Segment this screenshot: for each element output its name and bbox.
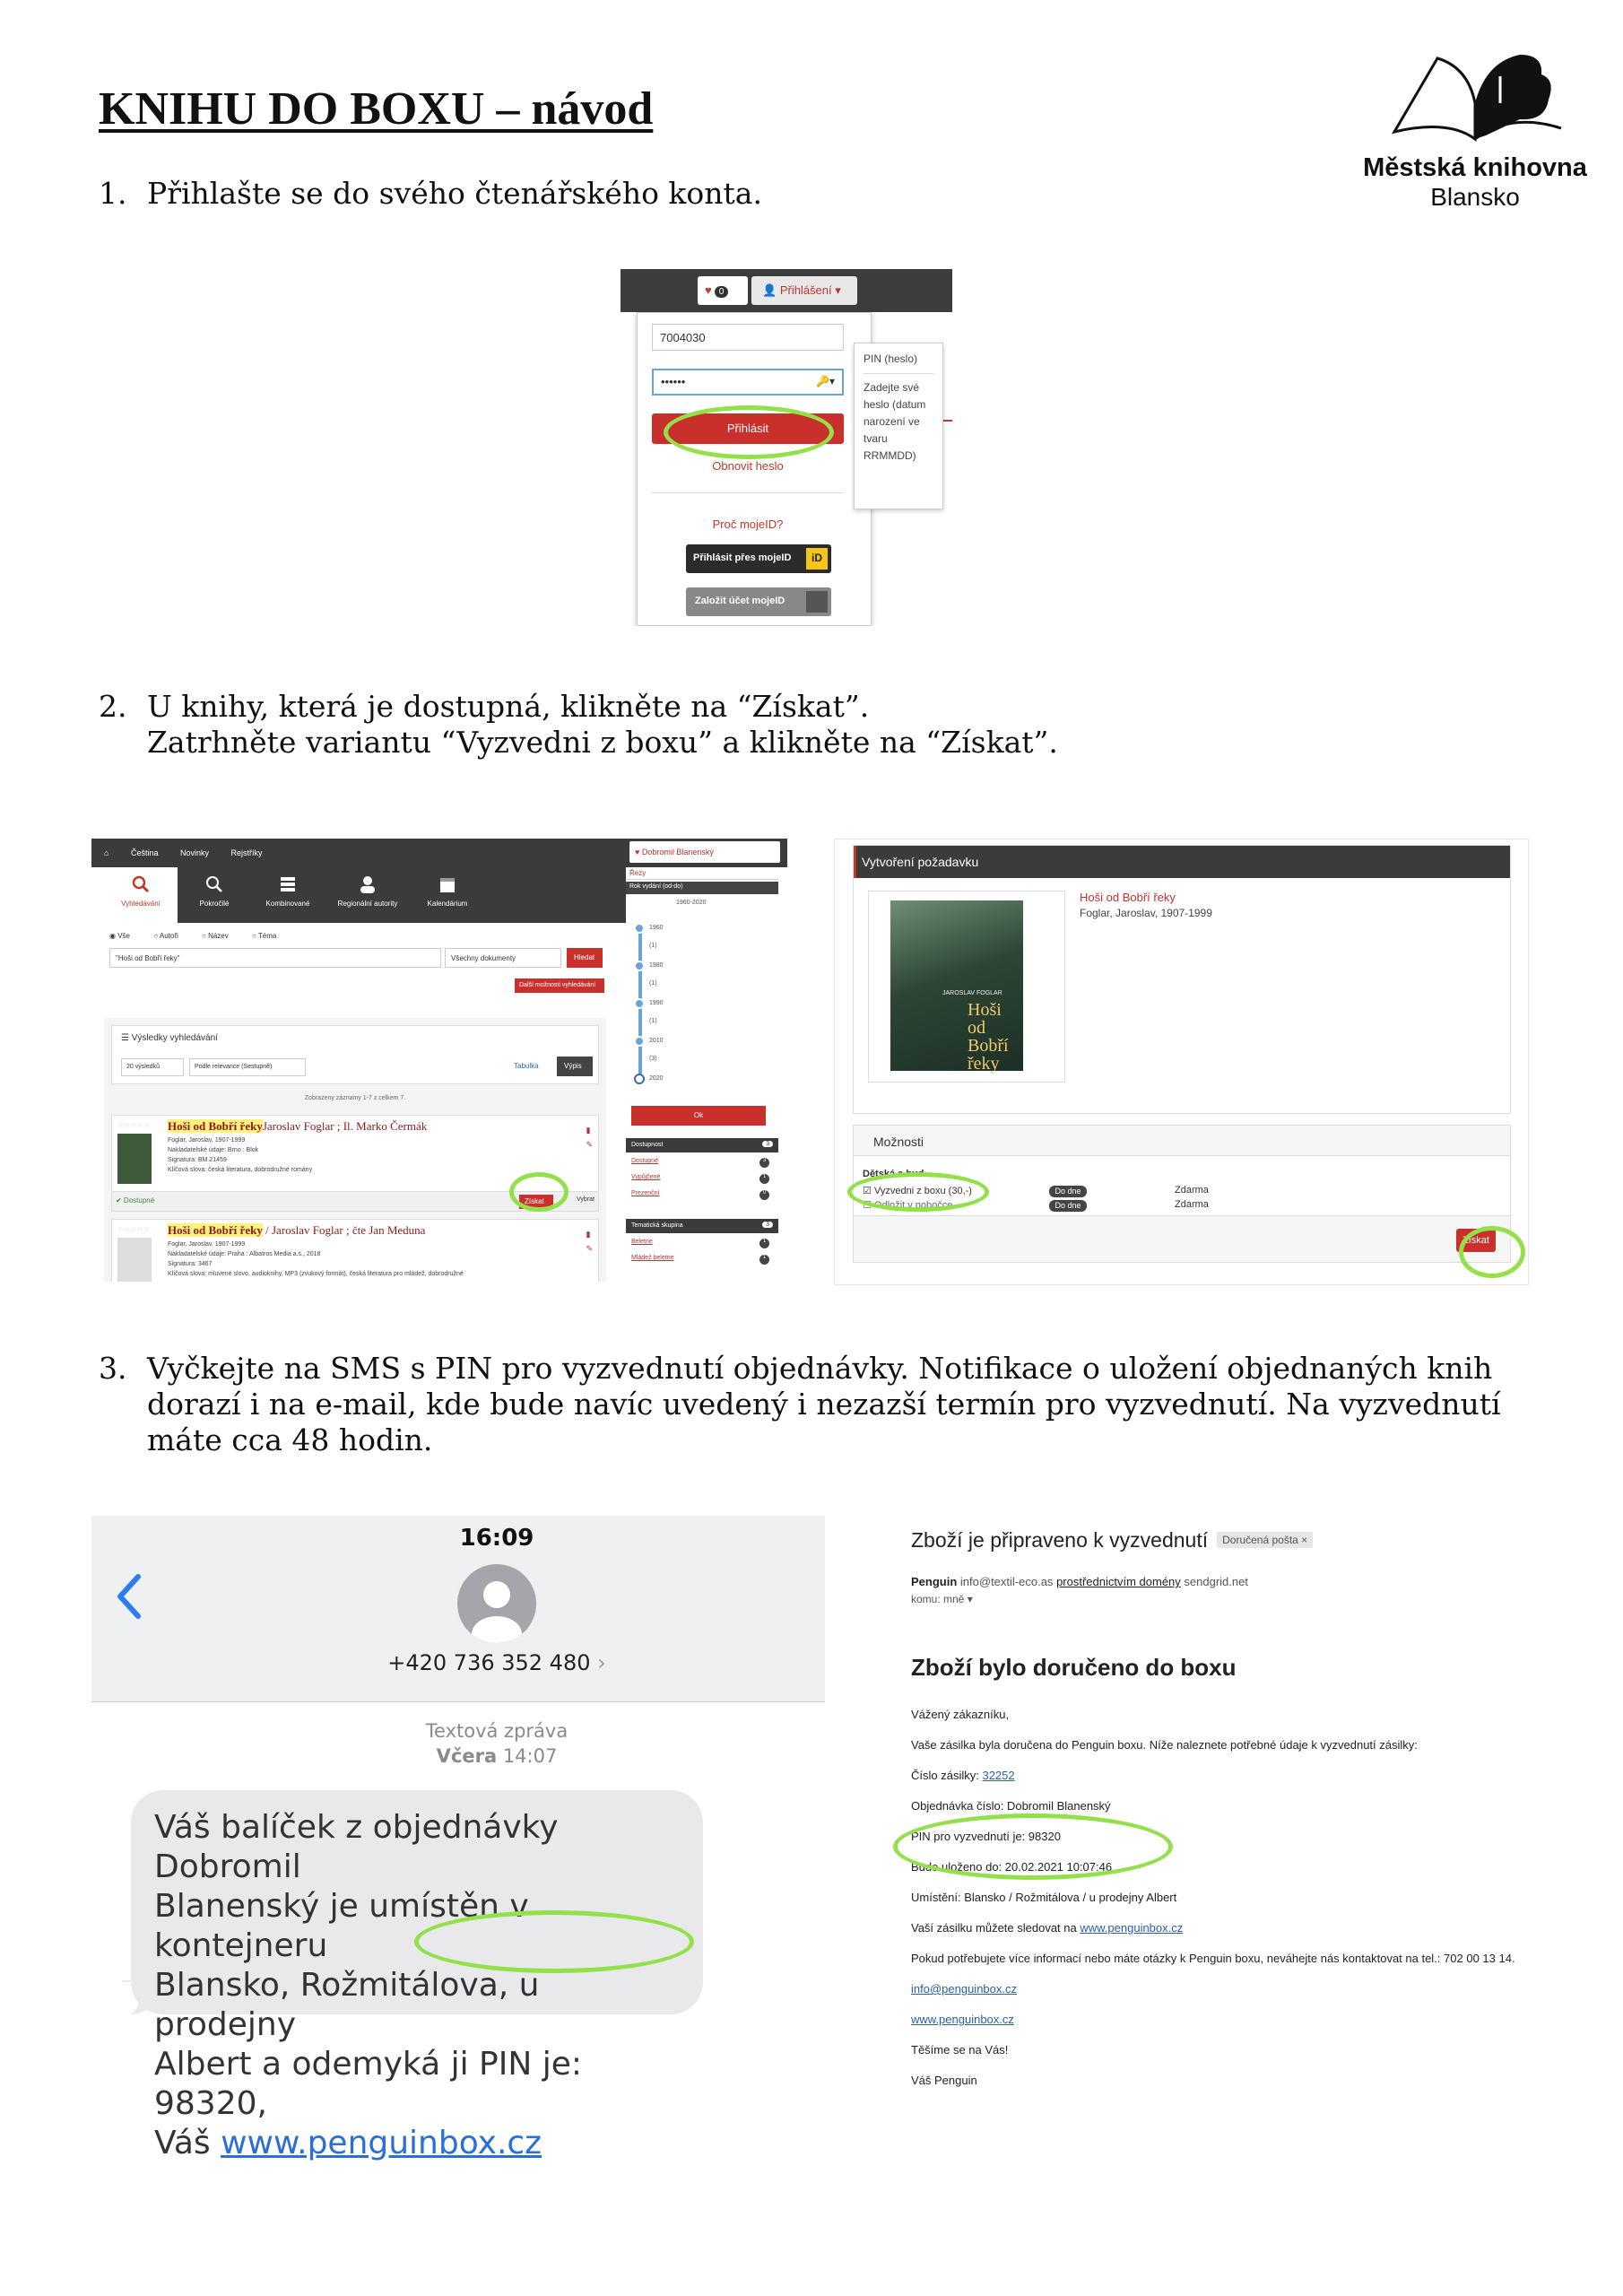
option-box-pickup[interactable] <box>863 1185 972 1196</box>
slider-handle[interactable] <box>634 923 645 934</box>
results-title <box>121 1033 218 1043</box>
inbox-label[interactable]: Doručená pošta × <box>1217 1532 1313 1548</box>
open-book-logo-icon <box>1385 49 1565 148</box>
database-icon <box>278 874 298 894</box>
login-menu-button[interactable] <box>751 276 857 305</box>
sender-address: info@textil-eco.as <box>959 1575 1054 1588</box>
record-meta <box>168 1135 312 1175</box>
record-meta <box>168 1239 464 1279</box>
year-facet-head: Rok vydání (od-do) <box>626 882 778 894</box>
web-link[interactable]: www.penguinbox.cz <box>911 2013 1014 2026</box>
request-header: Vytvoření požadavku <box>854 846 1510 878</box>
edit-icon[interactable]: ✎ <box>586 1244 593 1253</box>
apply-button[interactable]: Ok <box>631 1106 766 1126</box>
meta-line: Foglar, Jaroslav, 1907-1999 <box>168 1241 246 1248</box>
price: Zdarma <box>1175 1185 1209 1196</box>
key-icon[interactable]: 🔑▾ <box>816 375 835 387</box>
email-line: Pokud potřebujete více informací nebo máte otázky k Penguin boxu, neváhejte nás kontaktovat na tel.: 702 00 13 14. <box>911 1952 1515 1965</box>
step-text: Vyčkejte na SMS s PIN pro vyzvednutí objednávky. Notifikace o uložení objednaných knih <box>147 1351 1493 1386</box>
sms-header <box>91 1516 825 1702</box>
meta-line: Klíčová slova: česká literatura, dobrodružné romány <box>168 1167 313 1173</box>
results-header <box>111 1025 599 1084</box>
mojeid-icon: iD <box>806 548 828 570</box>
email-line <box>911 1769 1015 1782</box>
year-label: 2010 <box>649 1038 664 1044</box>
message-kind: Textová zpráva <box>425 1720 568 1742</box>
title-rest: / Jaroslav Foglar ; čte Jan Meduna <box>262 1223 426 1237</box>
facet-count: 3 <box>759 1158 769 1168</box>
tab-search[interactable] <box>104 867 178 923</box>
search-scope <box>109 932 298 940</box>
year-label: 1990 <box>649 1000 664 1006</box>
search-icon <box>131 874 151 894</box>
record-footer <box>112 1191 598 1211</box>
email-pin: PIN pro vyzvednutí je: 98320 <box>911 1830 1061 1843</box>
tab-label: Kombinované <box>265 900 310 908</box>
document-title: KNIHU DO BOXU – návod <box>99 83 654 135</box>
radio-label: Autoři <box>159 932 178 940</box>
sender-name: Penguin <box>911 1575 958 1588</box>
user-add-icon <box>806 591 828 613</box>
message-day: Včera <box>436 1745 498 1767</box>
person-icon <box>457 1564 536 1643</box>
phone-number: +420 736 352 480 <box>387 1650 591 1675</box>
step-number: 1. <box>99 176 127 211</box>
bookmark-icon[interactable]: ▮ <box>586 1230 591 1239</box>
parcel-label: Číslo zásilky: <box>911 1769 983 1782</box>
message-line: Albert a odemyká ji PIN je: 98320, <box>154 2046 583 2122</box>
mojeid-label: Přihlásit přes mojeID <box>693 552 792 563</box>
heart-icon: ♥ <box>635 848 642 857</box>
year-count: (3) <box>649 1056 657 1062</box>
date-badge: Do dne <box>1049 1186 1087 1197</box>
year-range: 1960-2020 <box>676 900 707 906</box>
radio-label: Název <box>208 932 229 940</box>
email-line: Umístění: Blansko / Rožmitálova / u prodejny Albert <box>911 1891 1177 1904</box>
step-1 <box>99 176 762 212</box>
radio-authors[interactable]: ○ Autoři <box>153 932 178 940</box>
record-actions <box>586 1227 593 1256</box>
parcel-number-link[interactable]: 32252 <box>982 1769 1015 1782</box>
facet-item[interactable] <box>631 1190 775 1196</box>
facet-item[interactable] <box>631 1174 775 1180</box>
email-greeting: Vážený zákazníku, <box>911 1708 1010 1721</box>
step-text: U knihy, která je dostupná, klikněte na “Získat”. <box>147 689 870 724</box>
email-signature: Váš Penguin <box>911 2074 977 2087</box>
price: Zdarma <box>1175 1199 1209 1210</box>
login-dropdown <box>637 312 872 626</box>
facets-sidebar <box>626 867 787 1282</box>
tab-label: Vyhledávání <box>121 900 161 908</box>
facet-count: 1 <box>759 1239 769 1248</box>
facet-label: Beletrie <box>631 1239 653 1245</box>
availability-badge: ✔ Dostupné <box>116 1196 155 1205</box>
back-chevron-icon[interactable] <box>111 1570 147 1623</box>
sender-domain: sendgrid.net <box>1184 1575 1248 1588</box>
email-deadline: Bude uloženo do: 20.02.2021 10:07:46 <box>911 1860 1113 1874</box>
results-panel <box>104 1018 606 1282</box>
meta-line: Signatura: BM 21459 <box>168 1157 227 1163</box>
user-name: Dobromil Blanenský <box>641 848 714 857</box>
book-cover <box>868 891 1065 1083</box>
meta-line: Foglar, Jaroslav, 1907-1999 <box>168 1137 246 1144</box>
facet-label: Mládež beletrie <box>631 1255 674 1261</box>
year-count: (1) <box>649 1018 657 1024</box>
options-group: Dětská a hud. <box>863 1169 927 1179</box>
language-menu[interactable]: Čeština <box>130 848 159 857</box>
edit-icon[interactable]: ✎ <box>586 1140 593 1149</box>
facet-count: 3 <box>762 1141 773 1147</box>
option-label: Odložit v pobočce <box>873 1200 953 1211</box>
record-title[interactable] <box>168 1223 425 1238</box>
result-record <box>111 1219 599 1282</box>
facet-label: Vypůjčené <box>631 1174 661 1180</box>
sort-select[interactable]: Podle relevance (Sestupně) <box>189 1058 306 1076</box>
document-type-select[interactable]: Všechny dokumenty <box>445 948 561 968</box>
search-tabs <box>104 867 696 923</box>
email-screenshot <box>897 1516 1587 2108</box>
search-input[interactable]: "Hoši od Bobří řeky" <box>109 948 441 968</box>
chevron-right-icon: › <box>597 1650 606 1675</box>
search-form <box>104 923 696 1018</box>
radio-label: Vše <box>117 932 130 940</box>
group-facet-head <box>626 1219 778 1233</box>
pin-tooltip <box>854 343 943 509</box>
facet-title: Dostupnost <box>631 1142 664 1148</box>
slider-handle[interactable] <box>634 1036 645 1047</box>
view-table-link[interactable]: Tabulka <box>514 1062 539 1070</box>
list-icon: ☰ <box>121 1033 132 1043</box>
favorites-button[interactable] <box>698 276 748 305</box>
facet-count: 1 <box>759 1255 769 1265</box>
divider <box>652 492 844 493</box>
person-icon <box>358 874 378 894</box>
user-menu[interactable] <box>629 841 780 863</box>
radio-topic[interactable]: ○ Téma <box>251 932 277 940</box>
message-time <box>91 1744 902 1769</box>
radio-all[interactable]: ◉ Vše <box>109 932 130 940</box>
year-count: (1) <box>649 980 657 987</box>
mojeid-login-button[interactable] <box>686 544 831 573</box>
penguinbox-link[interactable]: www.penguinbox.cz <box>221 2125 542 2161</box>
message-line: Váš balíček z objednávky Dobromil <box>154 1809 559 1885</box>
facet-label: Dostupné <box>631 1158 658 1164</box>
request-screenshot <box>834 839 1529 1285</box>
facet-label: Prezenční <box>631 1190 660 1196</box>
year-label: 1980 <box>649 962 664 969</box>
create-mojeid-button[interactable] <box>686 587 831 616</box>
book-title-link[interactable]: Hoši od Bobří řeky <box>1080 891 1176 904</box>
via-link[interactable]: prostřednictvím domény <box>1056 1575 1181 1588</box>
create-label: Založit účet mojeID <box>695 596 785 606</box>
favorites-count: 0 <box>715 286 729 298</box>
meta-line: Nakladatelské údaje: Praha : Albatros Media a.s., 2018 <box>168 1251 321 1257</box>
step-number: 2. <box>99 689 127 724</box>
rating-stars[interactable]: ☆☆☆☆☆ <box>117 1121 150 1129</box>
results-title-text: Výsledky vyhledávání <box>131 1033 218 1043</box>
title-rest: Jaroslav Foglar ; Il. Marko Čermák <box>262 1119 428 1133</box>
book-author: Foglar, Jaroslav, 1907-1999 <box>1080 907 1212 919</box>
contact-avatar[interactable] <box>457 1564 536 1643</box>
message-clock: 14:07 <box>497 1745 558 1767</box>
email-line: Objednávka číslo: Dobromil Blanenský <box>911 1799 1111 1813</box>
heart-icon: ♥ <box>705 283 712 297</box>
message-line <box>154 2124 680 2163</box>
tooltip-body: Zadejte své heslo (datum narození ve tvaru RRMMDD) <box>864 381 926 462</box>
meta-line: Nakladatelské údaje: Brno : Blok <box>168 1147 259 1153</box>
option-label: Vyzvedni z boxu (30,-) <box>873 1186 972 1196</box>
tab-label: Kalendárium <box>427 900 468 908</box>
facet-item[interactable] <box>631 1255 775 1261</box>
select-button[interactable]: Vybrat <box>577 1196 595 1203</box>
checkbox-checked-icon[interactable]: ☑ <box>863 1186 874 1196</box>
user-icon: 👤 <box>762 283 780 297</box>
calendar-icon <box>438 874 457 894</box>
facet-item[interactable] <box>631 1158 775 1164</box>
per-page-select[interactable]: 20 výsledků <box>121 1058 184 1076</box>
option-branch[interactable] <box>863 1199 952 1211</box>
get-button[interactable]: Získat <box>519 1195 553 1209</box>
track-link[interactable]: www.penguinbox.cz <box>1080 1921 1184 1935</box>
step-text: máte cca 48 hodin. <box>147 1422 433 1457</box>
email-subject <box>911 1528 1313 1552</box>
facets-title: Řezy <box>626 867 778 880</box>
get-button[interactable]: Získat <box>1456 1229 1496 1252</box>
record-actions <box>586 1123 593 1152</box>
facet-count: 1 <box>759 1174 769 1184</box>
message-text: Váš <box>154 2125 221 2161</box>
tab-calendar[interactable] <box>411 867 484 923</box>
step-3 <box>99 1351 1501 1458</box>
record-title[interactable] <box>168 1119 427 1134</box>
card-number-input[interactable]: 7004030 <box>652 324 844 351</box>
title-highlight: Hoši od Bobří řeky <box>168 1119 263 1133</box>
tab-advanced[interactable] <box>178 867 251 923</box>
checkbox-icon[interactable]: ☐ <box>863 1200 874 1211</box>
tab-combined[interactable] <box>251 867 325 923</box>
message-line: Blansko, Rožmitálova, u prodejny <box>154 1967 540 2043</box>
year-label: 1960 <box>649 925 664 931</box>
email-line: Těšíme se na Vás! <box>911 2043 1009 2057</box>
step-number: 3. <box>99 1351 127 1386</box>
email-line <box>911 2013 1014 2026</box>
email-recipient[interactable]: komu: mně ▾ <box>911 1593 973 1605</box>
step-text: Zatrhněte variantu “Vyzvedni z boxu” a klikněte na “Získat”. <box>147 725 1058 760</box>
registers-menu[interactable]: Rejstříky <box>230 848 263 857</box>
login-button[interactable]: Přihlásit <box>652 413 844 444</box>
message-line: Blanenský je umístěn v kontejneru <box>154 1888 529 1964</box>
facet-title: Tematická skupina <box>631 1222 683 1229</box>
cover-image <box>890 900 1023 1074</box>
radio-title[interactable]: ○ Název <box>202 932 229 940</box>
status-time: 16:09 <box>459 1525 534 1552</box>
slider-handle[interactable] <box>634 998 645 1009</box>
login-menu-label: Přihlášení <box>779 283 832 297</box>
home-icon[interactable]: ⌂ <box>104 848 109 857</box>
forgot-password-link[interactable]: Obnovit heslo <box>712 459 784 473</box>
logo-line-2: Blansko <box>1430 183 1520 211</box>
search-button[interactable]: Hledat <box>567 948 603 968</box>
tab-regional[interactable] <box>325 867 411 923</box>
login-screenshot <box>621 269 952 626</box>
bookmark-icon[interactable]: ▮ <box>586 1126 591 1135</box>
message-meta <box>91 1718 902 1769</box>
email-heading: Zboží bylo doručeno do boxu <box>911 1654 1237 1681</box>
step-2 <box>99 689 1058 761</box>
password-value: •••••• <box>661 375 686 388</box>
track-text: Vaší zásilku můžete sledovat na <box>911 1921 1081 1935</box>
sms-bubble <box>131 1790 703 2161</box>
search-screenshot <box>91 839 787 1282</box>
email-sender <box>911 1575 1248 1588</box>
audio-cover[interactable] <box>117 1238 152 1282</box>
request-panel <box>853 845 1511 1114</box>
rating-stars[interactable]: ☆☆☆☆☆ <box>117 1225 150 1233</box>
title-highlight: Hoši od Bobří řeky <box>168 1223 263 1237</box>
slider-handle[interactable] <box>634 1074 645 1084</box>
zoom-icon <box>204 874 224 894</box>
results-count: Zobrazeny záznamy 1-7 z celkem 7. <box>304 1095 406 1101</box>
why-mojeid-link[interactable]: Proč mojeID? <box>712 517 784 531</box>
email-line <box>911 1921 1183 1935</box>
cover-title: Hoši od Bobří řeky <box>968 1000 1009 1074</box>
date-badge: Do dne <box>1049 1200 1087 1212</box>
more-options-button[interactable]: Další možnosti vyhledávání <box>515 978 604 993</box>
slider-handle[interactable] <box>634 961 645 971</box>
tab-label: Pokročilé <box>199 900 230 908</box>
options-panel <box>853 1125 1511 1263</box>
facet-count: 0 <box>759 1190 769 1200</box>
facet-count: 3 <box>762 1222 773 1228</box>
news-menu[interactable]: Novinky <box>179 848 209 857</box>
year-count: (1) <box>649 943 657 949</box>
mail-link[interactable]: info@penguinbox.cz <box>911 1982 1017 1996</box>
caret-down-icon: ▾ <box>831 283 841 297</box>
cover-author: JAROSLAV FOGLAR <box>942 990 1002 996</box>
radio-label: Téma <box>257 932 277 940</box>
email-line <box>911 1982 1017 1996</box>
tooltip-title: PIN (heslo) <box>864 351 933 374</box>
password-input[interactable] <box>652 369 844 396</box>
meta-line: Signatura: 3467 <box>168 1261 213 1267</box>
availability-facet-head <box>626 1138 778 1152</box>
facet-item[interactable] <box>631 1239 775 1245</box>
options-footer <box>854 1215 1510 1262</box>
contact-phone[interactable] <box>91 1650 902 1675</box>
step-text: Přihlašte se do svého čtenářského konta. <box>147 176 762 211</box>
view-list-button[interactable]: Výpis <box>557 1057 593 1076</box>
logo-line-1: Městská knihovna <box>1363 153 1587 182</box>
library-logo <box>1345 49 1605 212</box>
book-cover[interactable] <box>117 1134 152 1184</box>
year-label: 2020 <box>649 1075 664 1082</box>
tab-label: Regionální autority <box>337 900 398 908</box>
options-header: Možnosti <box>854 1126 1510 1156</box>
meta-line: Klíčová slova: mluvené slovo, audioknihy, MP3 (zvukový formát), česká literatura pro mládež, dobrodružné <box>168 1271 464 1277</box>
sms-screenshot <box>91 1516 825 2161</box>
step-text: dorazí i na e-mail, kde bude navíc uvedený i nezazší termín pro vyzvednutí. Na vyzvednutí <box>147 1387 1501 1422</box>
subject-text: Zboží je připraveno k vyzvednutí <box>911 1528 1209 1552</box>
result-record <box>111 1115 599 1212</box>
email-line: Vaše zásilka byla doručena do Penguin boxu. Níže naleznete potřebné údaje k vyzvednutí zásilky: <box>911 1738 1418 1752</box>
